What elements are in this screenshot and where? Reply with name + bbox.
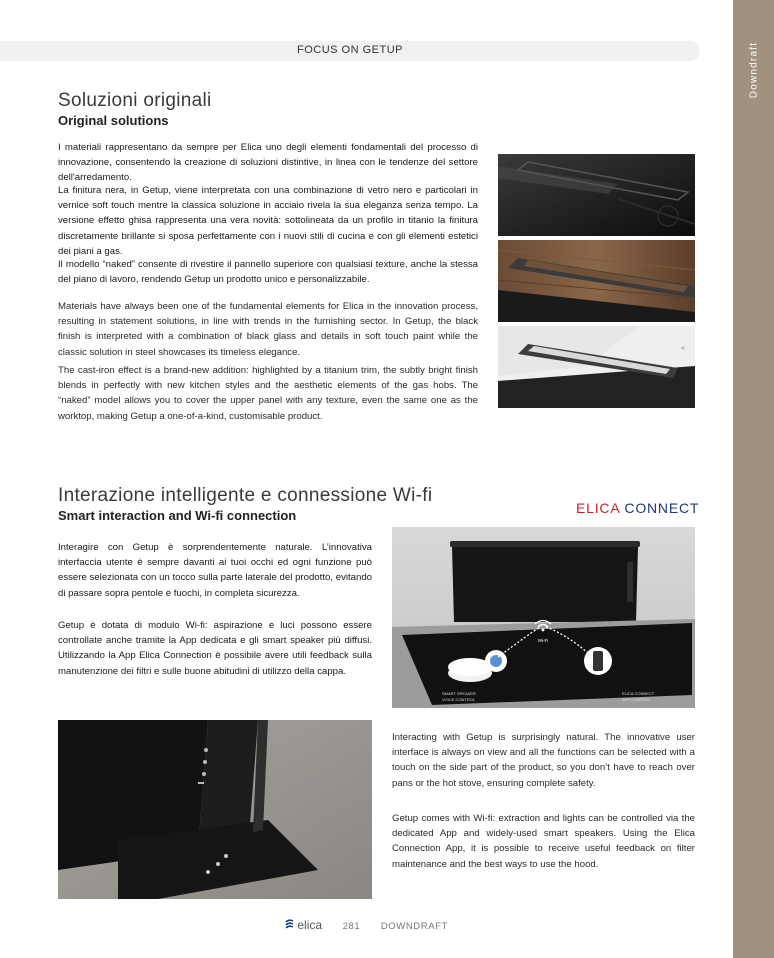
app-label-2: APP CONTROL	[622, 697, 651, 702]
side-tab-label: Downdraft	[748, 41, 759, 99]
naked-model-finish-photo	[498, 326, 695, 408]
section1-en-paragraph-2: The cast-iron effect is a brand-new addition: highlighted by a titanium trim, the subtly bright finish blends in perfectly with new kitchen styles and the aesthetic elements of the gas hobs. The “naked” model allows you to cover the upper panel with any texture, even the same one as the worktop, making Getup a one-of-a-kind, customisable product.	[58, 365, 478, 422]
speaker-label-1: SMART SPEAKER	[442, 691, 476, 696]
page-footer	[0, 918, 733, 932]
brand-connect-text: CONNECT	[624, 500, 700, 516]
wifi-connection-diagram	[392, 527, 695, 708]
focus-bar	[0, 41, 700, 61]
app-label-1: ELICA CONNECT	[622, 691, 655, 696]
section2-title-en: Smart interaction and Wi-fi connection	[58, 508, 297, 523]
black-glass-finish-photo	[498, 154, 695, 236]
section2-title-it: Interazione intelligente e connessione Wi-fi	[58, 485, 433, 506]
section1-en-paragraph-1: Materials have always been one of the fundamental elements for Elica in the innovation process, resulting in statement solutions, in line with trends in the furnishing sector. In Getup, the black finish is interpreted with a combination of black glass and details in soft touch paint while the classic solution in steel showcases its timeless elegance.	[58, 301, 478, 358]
section1-it-paragraph-1: I materiali rappresentano da sempre per Elica uno degli elementi fondamentali del processo di innovazione, consentendo la creazione di soluzioni distintive, in linea con le tendenze del settore dell'arredamento.	[58, 142, 478, 184]
brand-elica-text: ELICA	[576, 500, 620, 516]
elica-mark-icon	[285, 919, 294, 930]
footer-logo-text: elica	[297, 918, 323, 932]
section1-it-paragraph-2: La finitura nera, in Getup, viene interpretata con una combinazione di vetro nero e particolari in vernice soft touch mentre la classica soluzione in acciaio rivela la sua eleganza senza tempo. La versione effetto ghisa rappresenta una vera novità: sottolineata da un profilo in titanio la finitura discretamente brillante si sposa perfettamente con i nuovi stili di cucina e con gli elementi estetici dei piani a gas.	[58, 185, 478, 257]
section2-it-paragraph-2: Getup è dotata di modulo Wi-fi: aspirazione e luci possono essere controllate anche tramite la App dedicata e gli smart speaker più diffusi. Utilizzando la App Elica Connection è possibile avere utili feedback sulla manutenzione dei filtri e sulle buone abitudini di utilizzo della cappa.	[58, 620, 372, 677]
speaker-label-2: VOICE CONTROL	[442, 697, 476, 702]
wifi-label: Wi-Fi	[537, 638, 549, 643]
elica-footer-logo	[285, 918, 325, 932]
section1-it-paragraph-3: Il modello “naked” consente di rivestire il pannello superiore con qualsiasi texture, anche la stessa del piano di lavoro, rendendo Getup un prodotto unico e personalizzabile.	[58, 259, 478, 286]
section2-en-paragraph-1: Interacting with Getup is surprisingly natural. The innovative user interface is always on view and all the functions can be selected with a touch on the side part of the product, so you don’t have to reach over pans or the hot stove, ensuring complete safety.	[392, 732, 695, 789]
section2-en-paragraph-2: Getup comes with Wi-fi: extraction and lights can be controlled via the dedicated App and widely-used smart speakers. Using the Elica Connection App, it is possible to receive useful feedback on filter maintenance and the best ways to use the hood.	[392, 813, 695, 870]
page-number: 281	[342, 921, 361, 932]
wood-texture-finish-photo	[498, 240, 695, 322]
side-tab	[733, 0, 774, 958]
elica-connect-logo	[576, 500, 699, 516]
section1-title-en: Original solutions	[58, 113, 169, 128]
focus-label: FOCUS ON GETUP	[296, 44, 403, 56]
side-control-photo	[58, 720, 372, 899]
section2-it-paragraph-1: Interagire con Getup è sorprendentemente naturale. L’innovativa interfaccia utente è sempre davanti ai tuoi occhi ed ogni funzione può essere selezionata con un tocco sulla parte laterale del prodotto, evitando di passare sopra pentole e fuochi, in completa sicurezza.	[58, 542, 372, 599]
section1-title-it: Soluzioni originali	[58, 90, 212, 111]
footer-section: DOWNDRAFT	[380, 921, 448, 932]
